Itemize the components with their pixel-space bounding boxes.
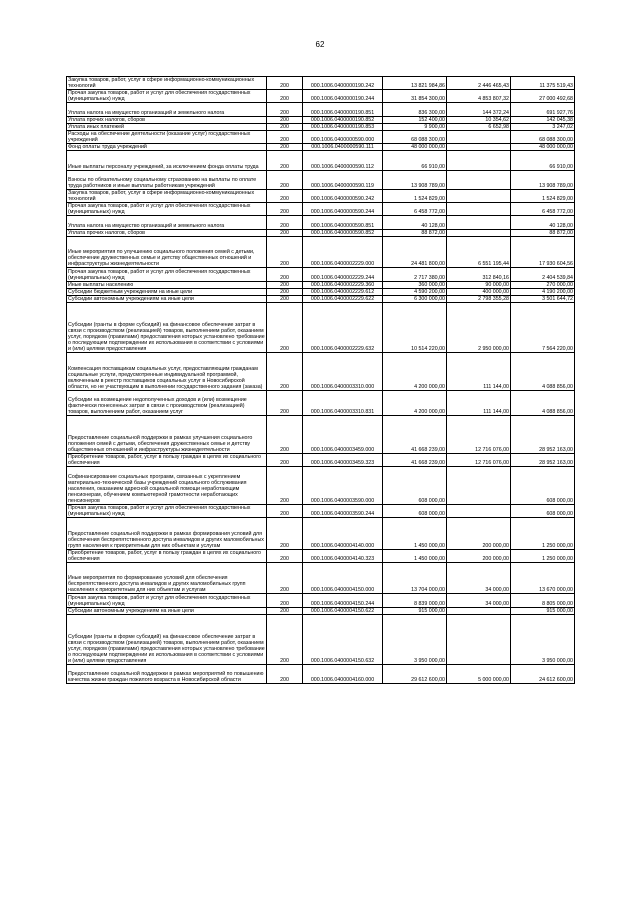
table-row — [67, 123, 575, 130]
row-total: 48 000 000,00 — [383, 144, 447, 151]
row-vedomstvo: 200 — [267, 288, 303, 295]
row-name: Уплата налога на имущество организаций и земельного налога — [67, 103, 267, 116]
row-total: 68 088 300,00 — [383, 130, 447, 143]
row-name: Субсидии автономным учреждениям на иные цели — [67, 295, 267, 302]
row-vedomstvo: 200 — [267, 562, 303, 594]
row-name: Иные выплаты населению — [67, 281, 267, 288]
row-remaining: 1 250 000,00 — [511, 518, 575, 550]
row-executed: 10 354,62 — [447, 116, 511, 123]
row-executed: 111 144,00 — [447, 352, 511, 390]
row-total: 8 839 000,00 — [383, 594, 447, 607]
row-name: Закупка товаров, работ, услуг в сфере информационно-коммуникационных технологий — [67, 77, 267, 90]
row-budget-code: 000.1006.0400002229.612 — [303, 288, 383, 295]
row-vedomstvo: 200 — [267, 295, 303, 302]
row-budget-code: 000.1006.0400002229.632 — [303, 302, 383, 352]
row-vedomstvo: 200 — [267, 453, 303, 466]
table-row — [67, 281, 575, 288]
row-budget-code: 000.1006.0400002229.360 — [303, 281, 383, 288]
table-row — [67, 144, 575, 151]
row-budget-code: 000.1006.0400000590.852 — [303, 229, 383, 236]
row-vedomstvo: 200 — [267, 216, 303, 229]
table-row — [67, 103, 575, 116]
table-row — [67, 302, 575, 352]
table-row — [67, 216, 575, 229]
row-total: 4 200 000,00 — [383, 352, 447, 390]
row-executed: 34 000,00 — [447, 562, 511, 594]
row-remaining: 8 805 000,00 — [511, 594, 575, 607]
row-remaining: 66 910,00 — [511, 151, 575, 170]
row-vedomstvo: 200 — [267, 203, 303, 216]
row-total: 66 910,00 — [383, 151, 447, 170]
row-vedomstvo: 200 — [267, 302, 303, 352]
row-vedomstvo: 200 — [267, 607, 303, 614]
row-total: 1 450 000,00 — [383, 518, 447, 550]
table-row — [67, 151, 575, 170]
row-budget-code: 000.1006.0400003590.244 — [303, 504, 383, 517]
row-remaining: 3 950 000,00 — [511, 614, 575, 664]
table-row — [67, 189, 575, 202]
row-budget-code: 000.1006.0400000590.111 — [303, 144, 383, 151]
row-budget-code: 000.1006.0400004140.000 — [303, 518, 383, 550]
table-row — [67, 594, 575, 607]
row-executed: 400 000,00 — [447, 288, 511, 295]
row-vedomstvo: 200 — [267, 614, 303, 664]
row-executed: 5 000 000,00 — [447, 664, 511, 683]
row-remaining: 1 524 829,00 — [511, 189, 575, 202]
row-name: Уплата прочих налогов, сборов — [67, 116, 267, 123]
row-executed: 2 446 465,43 — [447, 77, 511, 90]
row-total: 4 200 000,00 — [383, 390, 447, 415]
row-total: 4 590 200,00 — [383, 288, 447, 295]
row-total: 152 400,00 — [383, 116, 447, 123]
row-executed — [447, 467, 511, 505]
row-executed: 34 000,00 — [447, 594, 511, 607]
row-executed: 6 551 195,44 — [447, 236, 511, 268]
row-remaining: 27 000 492,68 — [511, 90, 575, 103]
row-remaining: 48 000 000,00 — [511, 144, 575, 151]
table-row — [67, 352, 575, 390]
row-budget-code: 000.1006.0400003459.323 — [303, 453, 383, 466]
row-name: Приобретение товаров, работ, услуг в пользу граждан в целях их социального обеспечения — [67, 453, 267, 466]
table-row — [67, 467, 575, 505]
row-name: Прочая закупка товаров, работ и услуг для обеспечения государственных (муниципальных) нужд — [67, 203, 267, 216]
table-row — [67, 549, 575, 562]
table-row — [67, 453, 575, 466]
row-executed — [447, 189, 511, 202]
row-total: 31 854 300,00 — [383, 90, 447, 103]
row-name: Прочая закупка товаров, работ и услуг для обеспечения государственных (муниципальных) нужд — [67, 268, 267, 281]
table-row — [67, 268, 575, 281]
row-budget-code: 000.1006.0400003310.000 — [303, 352, 383, 390]
row-executed — [447, 504, 511, 517]
row-name: Прочая закупка товаров, работ и услуг для обеспечения государственных (муниципальных) нужд — [67, 504, 267, 517]
table-row — [67, 236, 575, 268]
row-name: Уплата прочих налогов, сборов — [67, 229, 267, 236]
table-row — [67, 504, 575, 517]
table-row — [67, 416, 575, 454]
row-remaining: 4 088 856,00 — [511, 390, 575, 415]
row-vedomstvo: 200 — [267, 90, 303, 103]
table-row — [67, 295, 575, 302]
row-executed: 2 798 355,28 — [447, 295, 511, 302]
row-executed — [447, 607, 511, 614]
row-executed: 2 950 000,00 — [447, 302, 511, 352]
table-row — [67, 288, 575, 295]
row-remaining: 2 404 539,84 — [511, 268, 575, 281]
row-total: 608 000,00 — [383, 467, 447, 505]
row-executed — [447, 170, 511, 189]
row-budget-code: 000.1006.0400000590.000 — [303, 130, 383, 143]
row-budget-code: 000.1006.0400000190.852 — [303, 116, 383, 123]
row-executed: 200 000,00 — [447, 518, 511, 550]
row-vedomstvo: 200 — [267, 518, 303, 550]
row-executed — [447, 229, 511, 236]
row-executed — [447, 130, 511, 143]
row-remaining: 68 088 300,00 — [511, 130, 575, 143]
row-remaining: 40 128,00 — [511, 216, 575, 229]
row-remaining: 13 908 789,00 — [511, 170, 575, 189]
row-vedomstvo: 200 — [267, 594, 303, 607]
row-vedomstvo: 200 — [267, 352, 303, 390]
table-row — [67, 229, 575, 236]
row-total: 836 300,00 — [383, 103, 447, 116]
table-row — [67, 664, 575, 683]
row-vedomstvo: 200 — [267, 123, 303, 130]
row-executed — [447, 151, 511, 170]
row-budget-code: 000.1006.0400000590.244 — [303, 203, 383, 216]
row-name: Компенсация поставщикам социальных услуг, предоставляющим гражданам социальные услуги, предусмотренные индивидуальной программой, включенным в реестр поставщиков социальных услуг в Новосибирской области, но не участвующим в выполнении государственного задания (заказа) — [67, 352, 267, 390]
row-name: Взносы по обязательному социальному страхованию на выплаты по оплате труда работников и иные выплаты работникам учреждений — [67, 170, 267, 189]
row-total: 360 000,00 — [383, 281, 447, 288]
row-executed — [447, 203, 511, 216]
table-row — [67, 90, 575, 103]
row-remaining: 4 088 856,00 — [511, 352, 575, 390]
row-name: Расходы на обеспечение деятельности (оказание услуг) государственных учреждений — [67, 130, 267, 143]
row-vedomstvo: 200 — [267, 281, 303, 288]
row-name: Приобретение товаров, работ, услуг в пользу граждан в целях их социального обеспечения — [67, 549, 267, 562]
row-name: Уплата налога на имущество организаций и земельного налога — [67, 216, 267, 229]
row-total: 24 481 800,00 — [383, 236, 447, 268]
row-name: Предоставление социальной поддержки в рамках формирования условий для обеспечения беспрепятственного доступа инвалидов и других маломобильных групп населения к приоритетным для них объектам и услугам — [67, 518, 267, 550]
row-vedomstvo: 200 — [267, 268, 303, 281]
row-total: 41 668 239,00 — [383, 453, 447, 466]
row-executed — [447, 216, 511, 229]
row-budget-code: 000.1006.0400000190.244 — [303, 90, 383, 103]
row-total: 1 450 000,00 — [383, 549, 447, 562]
row-total: 41 668 239,00 — [383, 416, 447, 454]
row-remaining: 3 247,02 — [511, 123, 575, 130]
row-total: 9 900,00 — [383, 123, 447, 130]
row-total: 10 514 220,00 — [383, 302, 447, 352]
row-remaining: 4 190 200,00 — [511, 288, 575, 295]
row-name: Иные мероприятия по формированию условий для обеспечения беспрепятственного доступа инвалидов и других маломобильных групп населения к приоритетным для них объектам и услугам — [67, 562, 267, 594]
table-row — [67, 390, 575, 415]
row-executed: 200 000,00 — [447, 549, 511, 562]
row-budget-code: 000.1006.0400000590.242 — [303, 189, 383, 202]
row-name: Субсидии бюджетным учреждениям на иные цели — [67, 288, 267, 295]
row-name: Субсидии на возмещение недополученных доходов и (или) возмещение фактически понесенных затрат в связи с производством (реализацией) товаров, выполнением работ, оказанием услуг — [67, 390, 267, 415]
table-row — [67, 203, 575, 216]
row-budget-code: 000.1006.0400000190.851 — [303, 103, 383, 116]
row-remaining: 270 000,00 — [511, 281, 575, 288]
row-executed: 144 372,24 — [447, 103, 511, 116]
row-executed: 12 716 076,00 — [447, 453, 511, 466]
table-row — [67, 170, 575, 189]
row-budget-code: 000.1006.0400000590.112 — [303, 151, 383, 170]
row-executed — [447, 144, 511, 151]
row-name: Уплата иных платежей — [67, 123, 267, 130]
row-vedomstvo: 200 — [267, 116, 303, 123]
row-budget-code: 000.1006.0400000190.853 — [303, 123, 383, 130]
row-executed: 111 144,00 — [447, 390, 511, 415]
row-remaining: 28 952 163,00 — [511, 416, 575, 454]
table-row — [67, 518, 575, 550]
row-name: Субсидии автономным учреждениям на иные цели — [67, 607, 267, 614]
row-remaining: 17 930 604,56 — [511, 236, 575, 268]
row-budget-code: 000.1006.0400004150.632 — [303, 614, 383, 664]
row-budget-code: 000.1006.0400003590.000 — [303, 467, 383, 505]
row-total: 13 704 000,00 — [383, 562, 447, 594]
row-name: Субсидии (гранты в форме субсидий) на финансовое обеспечение затрат в связи с производством (реализацией) товаров, выполнением работ, оказанием услуг, порядком (правилами) предоставления которых установлено требование о последующем подтверждении их использования в соответствии с условиями и (или) целями предоставления — [67, 614, 267, 664]
budget-table — [66, 76, 575, 684]
row-name: Прочая закупка товаров, работ и услуг для обеспечения государственных (муниципальных) нужд — [67, 594, 267, 607]
row-total: 40 128,00 — [383, 216, 447, 229]
row-name: Фонд оплаты труда учреждений — [67, 144, 267, 151]
row-remaining: 6 458 772,00 — [511, 203, 575, 216]
table-row — [67, 614, 575, 664]
row-remaining: 11 375 519,43 — [511, 77, 575, 90]
table-row — [67, 77, 575, 90]
row-budget-code: 000.1006.0400000590.119 — [303, 170, 383, 189]
row-name: Закупка товаров, работ, услуг в сфере информационно-коммуникационных технологий — [67, 189, 267, 202]
row-executed: 4 853 807,32 — [447, 90, 511, 103]
row-remaining: 3 501 644,72 — [511, 295, 575, 302]
row-total: 2 717 380,00 — [383, 268, 447, 281]
row-remaining: 1 250 000,00 — [511, 549, 575, 562]
row-vedomstvo: 200 — [267, 416, 303, 454]
row-vedomstvo: 200 — [267, 189, 303, 202]
row-remaining: 142 045,38 — [511, 116, 575, 123]
row-vedomstvo: 200 — [267, 151, 303, 170]
row-total: 13 908 789,00 — [383, 170, 447, 189]
row-vedomstvo: 200 — [267, 103, 303, 116]
row-budget-code: 000.1006.0400000190.242 — [303, 77, 383, 90]
row-total: 1 524 829,00 — [383, 189, 447, 202]
row-budget-code: 000.1006.0400002229.244 — [303, 268, 383, 281]
row-budget-code: 000.1006.0400002229.000 — [303, 236, 383, 268]
row-remaining: 608 000,00 — [511, 467, 575, 505]
row-remaining: 691 927,76 — [511, 103, 575, 116]
row-executed: 90 000,00 — [447, 281, 511, 288]
row-executed: 312 840,16 — [447, 268, 511, 281]
row-vedomstvo: 200 — [267, 390, 303, 415]
row-vedomstvo: 200 — [267, 77, 303, 90]
row-total: 3 950 000,00 — [383, 614, 447, 664]
row-budget-code: 000.1006.0400004160.000 — [303, 664, 383, 683]
row-total: 29 612 600,00 — [383, 664, 447, 683]
row-budget-code: 000.1006.0400004140.323 — [303, 549, 383, 562]
row-name: Субсидии (гранты в форме субсидий) на финансовое обеспечение затрат в связи с производством (реализацией) товаров, выполнением работ, оказанием услуг, порядком (правилами) предоставления которых установлено требование о последующем подтверждении их использования в соответствии с условиями и (или) целями предоставления — [67, 302, 267, 352]
row-vedomstvo: 200 — [267, 229, 303, 236]
table-row — [67, 562, 575, 594]
row-budget-code: 000.1006.0400004150.244 — [303, 594, 383, 607]
row-name: Иные выплаты персоналу учреждений, за исключением фонда оплаты труда — [67, 151, 267, 170]
row-remaining: 7 564 220,00 — [511, 302, 575, 352]
row-vedomstvo: 200 — [267, 504, 303, 517]
row-vedomstvo: 200 — [267, 467, 303, 505]
row-name: Предоставление социальной поддержки в рамках мероприятий по повышению качества жизни граждан пожилого возраста в Новосибирской области — [67, 664, 267, 683]
row-total: 6 458 772,00 — [383, 203, 447, 216]
row-remaining: 915 000,00 — [511, 607, 575, 614]
row-budget-code: 000.1006.0400003310.831 — [303, 390, 383, 415]
row-executed — [447, 614, 511, 664]
row-budget-code: 000.1006.0400003459.000 — [303, 416, 383, 454]
row-remaining: 88 872,00 — [511, 229, 575, 236]
row-total: 915 000,00 — [383, 607, 447, 614]
table-row — [67, 607, 575, 614]
table-row — [67, 130, 575, 143]
row-remaining: 13 670 000,00 — [511, 562, 575, 594]
row-executed: 12 716 076,00 — [447, 416, 511, 454]
row-budget-code: 000.1006.0400002229.622 — [303, 295, 383, 302]
row-vedomstvo: 200 — [267, 170, 303, 189]
row-remaining: 28 952 163,00 — [511, 453, 575, 466]
table-row — [67, 116, 575, 123]
row-budget-code: 000.1006.0400004150.000 — [303, 562, 383, 594]
row-executed: 6 652,98 — [447, 123, 511, 130]
row-name: Иные мероприятия по улучшению социального положения семей с детьми, обеспечение дружественных семье и детству общественных отношений и инфраструктуры жизнедеятельности — [67, 236, 267, 268]
row-vedomstvo: 200 — [267, 664, 303, 683]
row-vedomstvo: 200 — [267, 549, 303, 562]
page-number: 62 — [315, 40, 325, 49]
row-vedomstvo: 200 — [267, 144, 303, 151]
row-vedomstvo: 200 — [267, 130, 303, 143]
row-budget-code: 000.1006.0400000590.851 — [303, 216, 383, 229]
row-total: 13 821 984,86 — [383, 77, 447, 90]
row-total: 6 300 000,00 — [383, 295, 447, 302]
row-name: Прочая закупка товаров, работ и услуг для обеспечения государственных (муниципальных) нужд — [67, 90, 267, 103]
row-total: 608 000,00 — [383, 504, 447, 517]
row-total: 88 872,00 — [383, 229, 447, 236]
row-name: Предоставление социальной поддержки в рамках улучшения социального положения семей с детьми, обеспечения дружественных семье и детству общественных отношений и инфраструктуры жизнедеятельности — [67, 416, 267, 454]
row-vedomstvo: 200 — [267, 236, 303, 268]
row-name: Софинансирование социальных программ, связанных с укреплением материально-технической базы учреждений социального обслуживания населения, оказанием адресной социальной помощи неработающим пенсионерам, обучением компьютерной грамотности неработающих пенсионеров — [67, 467, 267, 505]
row-budget-code: 000.1006.0400004150.622 — [303, 607, 383, 614]
row-remaining: 608 000,00 — [511, 504, 575, 517]
row-remaining: 24 612 600,00 — [511, 664, 575, 683]
